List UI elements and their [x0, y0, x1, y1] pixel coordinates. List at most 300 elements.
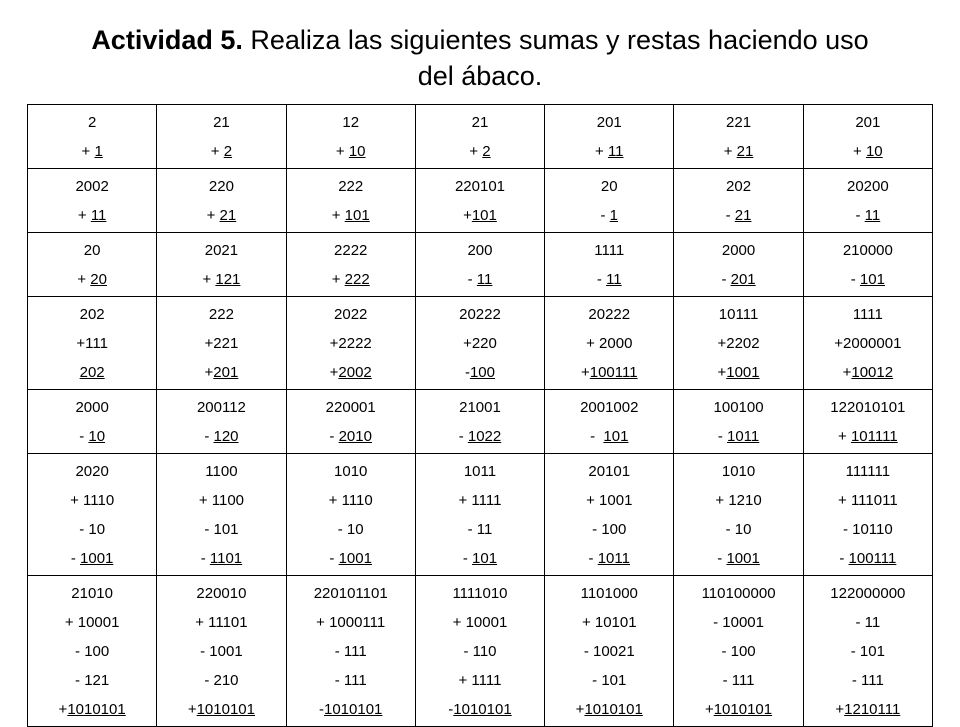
operation-prefix: 20222 [459, 306, 501, 323]
operation-line [32, 637, 152, 666]
exercise-cell [157, 105, 286, 169]
underlined-operand: 10 [348, 143, 366, 160]
exercise-cell [286, 576, 415, 727]
operation-prefix: 1111 [852, 306, 883, 323]
underlined-operand: 11 [606, 271, 622, 288]
operation-prefix: - [717, 550, 727, 567]
operation-line [549, 608, 669, 637]
operation-prefix: - 100 [592, 521, 627, 538]
underlined-operand: 11 [864, 207, 881, 224]
operation-line [32, 137, 152, 166]
operation-line [291, 329, 411, 358]
operation-line [678, 457, 798, 486]
exercise-cell [803, 169, 932, 233]
operation-line [32, 236, 152, 265]
operation-prefix: + [187, 701, 197, 718]
operation-line [549, 108, 669, 137]
underlined-operand: 121 [215, 271, 241, 288]
operation-line [549, 422, 669, 451]
operation-line [549, 358, 669, 387]
operation-line [291, 300, 411, 329]
operation-line [32, 172, 152, 201]
operation-prefix: + [202, 271, 216, 288]
operation-prefix: 201 [855, 114, 881, 131]
underlined-operand: 100111 [848, 550, 897, 567]
operation-line [808, 358, 928, 387]
operation-prefix: - [319, 701, 324, 718]
underlined-operand: 1001 [338, 550, 372, 567]
operation-prefix: - 10001 [713, 614, 764, 631]
operation-line [291, 358, 411, 387]
operation-prefix: + [210, 143, 224, 160]
operation-prefix: + [595, 143, 608, 160]
operation-line [32, 515, 152, 544]
operation-line [678, 422, 798, 451]
operation-line [161, 236, 281, 265]
operation-prefix: + 1000111 [316, 614, 386, 631]
operation-line [161, 486, 281, 515]
operation-prefix: + [329, 364, 339, 381]
operation-prefix: 2020 [75, 463, 109, 480]
operation-prefix: + 1100 [198, 492, 245, 509]
operation-prefix: 2000 [721, 242, 756, 259]
operation-line [161, 457, 281, 486]
operation-line [420, 579, 540, 608]
operation-line [291, 637, 411, 666]
operation-prefix: - 11 [467, 521, 493, 538]
operation-line [678, 637, 798, 666]
operation-line [549, 544, 669, 573]
operation-prefix: + [331, 207, 345, 224]
exercise-cell [545, 233, 674, 297]
underlined-operand: 101 [471, 207, 497, 224]
exercise-cell [674, 454, 803, 576]
operation-line [549, 137, 669, 166]
underlined-operand: 1010101 [67, 701, 126, 718]
operation-line [420, 457, 540, 486]
underlined-operand: 100 [469, 364, 495, 381]
operation-prefix: - 101 [204, 521, 239, 538]
exercise-cell [28, 233, 157, 297]
operation-line [808, 329, 928, 358]
operation-line [549, 329, 669, 358]
operation-prefix: 111111 [845, 463, 891, 480]
operation-line [549, 579, 669, 608]
operation-line [808, 137, 928, 166]
underlined-operand: 10 [865, 143, 883, 160]
operation-prefix: 210000 [842, 242, 893, 259]
operation-line [808, 637, 928, 666]
operation-prefix: + [335, 143, 349, 160]
operation-line [420, 201, 540, 230]
table-row [28, 169, 933, 233]
exercise-cell [674, 105, 803, 169]
exercise-cell [674, 390, 803, 454]
exercise-cell [803, 297, 932, 390]
operation-line [420, 666, 540, 695]
exercise-cell [157, 576, 286, 727]
operation-prefix: + 1001 [586, 492, 633, 509]
underlined-operand: 120 [213, 428, 239, 445]
operation-prefix: + 1210 [715, 492, 762, 509]
operation-line [291, 108, 411, 137]
operation-line [420, 236, 540, 265]
operation-line [291, 579, 411, 608]
operation-line [32, 422, 152, 451]
operation-prefix: - 10 [79, 521, 106, 538]
operation-prefix: 20 [83, 242, 101, 259]
underlined-operand: 101 [859, 271, 885, 288]
operation-prefix: 12 [342, 114, 360, 131]
underlined-operand: 1210111 [844, 701, 901, 718]
underlined-operand: 21 [734, 207, 752, 224]
operation-prefix: 1010 [334, 463, 368, 480]
underlined-operand: 1001 [80, 550, 114, 567]
underlined-operand: 21 [736, 143, 754, 160]
operation-line [808, 544, 928, 573]
operation-line [291, 544, 411, 573]
operation-prefix: 20101 [588, 463, 631, 480]
operation-line [420, 486, 540, 515]
operation-prefix: + [838, 428, 851, 445]
exercise-cell [28, 105, 157, 169]
operation-prefix: 1101000 [580, 585, 638, 602]
operation-line [291, 137, 411, 166]
underlined-operand: 1 [94, 143, 103, 160]
operation-prefix: +2222 [329, 335, 372, 352]
exercise-cell [415, 454, 544, 576]
operation-line [32, 486, 152, 515]
exercise-cell [286, 390, 415, 454]
operation-line [161, 108, 281, 137]
operation-prefix: 2002 [75, 178, 109, 195]
operation-prefix: 220101 [454, 178, 506, 195]
operation-line [161, 637, 281, 666]
underlined-operand: 1011 [727, 428, 760, 445]
exercise-cell [157, 390, 286, 454]
operation-prefix: + [723, 143, 737, 160]
operation-line [549, 666, 669, 695]
operation-prefix: + [206, 207, 220, 224]
underlined-operand: 11 [476, 271, 493, 288]
operation-prefix: 2022 [334, 306, 368, 323]
operation-prefix: 2021 [204, 242, 239, 259]
operation-prefix: - 10021 [583, 643, 635, 660]
underlined-operand: 21 [219, 207, 237, 224]
operation-prefix: 21010 [71, 585, 113, 602]
operation-prefix: 21 [213, 114, 230, 131]
operation-prefix: - 121 [75, 672, 110, 689]
exercise-cell [286, 297, 415, 390]
operation-prefix: - 111 [334, 643, 367, 660]
operation-prefix: - [850, 271, 860, 288]
operation-prefix: - [596, 271, 607, 288]
operation-prefix: - [600, 207, 610, 224]
underlined-operand: 1001 [726, 550, 760, 567]
operation-prefix: - [721, 271, 731, 288]
operation-prefix: - [200, 550, 210, 567]
operation-line [420, 329, 540, 358]
operation-line [549, 300, 669, 329]
operation-line [161, 393, 281, 422]
operation-prefix: + 1110 [328, 492, 373, 509]
operation-line [420, 422, 540, 451]
operation-prefix: - [458, 428, 468, 445]
underlined-operand: 1010101 [453, 701, 512, 718]
operation-line [161, 358, 281, 387]
operation-line [161, 201, 281, 230]
operation-prefix: + [704, 701, 714, 718]
operation-line [420, 544, 540, 573]
operation-prefix: - [725, 207, 735, 224]
operation-line [420, 358, 540, 387]
operation-prefix: +111 [76, 335, 108, 352]
underlined-operand: 222 [344, 271, 370, 288]
operation-prefix: - [462, 550, 473, 567]
operation-prefix: 21 [471, 114, 489, 131]
operation-line [420, 637, 540, 666]
exercise-cell [545, 390, 674, 454]
operation-prefix: - [590, 428, 604, 445]
operation-line [161, 329, 281, 358]
operation-line [808, 515, 928, 544]
table-row [28, 297, 933, 390]
operation-prefix: + 1110 [70, 492, 115, 509]
operation-line [808, 608, 928, 637]
operation-prefix: + 1111 [458, 492, 502, 509]
underlined-operand: 101111 [850, 428, 898, 445]
exercise-cell [28, 169, 157, 233]
operation-prefix: - 110 [463, 643, 497, 660]
exercise-cell [415, 105, 544, 169]
operation-prefix: 1011 [463, 463, 497, 480]
underlined-operand: 20 [90, 271, 107, 288]
operation-line [32, 329, 152, 358]
operation-prefix: - [839, 550, 849, 567]
operation-line [32, 608, 152, 637]
operation-prefix: 221 [726, 114, 752, 131]
operation-line [32, 201, 152, 230]
operation-line [291, 236, 411, 265]
operation-line [678, 300, 798, 329]
underlined-operand: 1010101 [584, 701, 643, 718]
title-line2: del ábaco. [417, 61, 543, 91]
operation-line [420, 300, 540, 329]
title-text: Realiza las siguientes sumas y restas haciendo uso [242, 25, 869, 55]
operation-prefix: 110100000 [701, 585, 776, 602]
underlined-operand: 1011 [597, 550, 630, 567]
operation-line [161, 579, 281, 608]
operation-line [808, 172, 928, 201]
operation-prefix: - 111 [722, 672, 755, 689]
operation-prefix: +221 [204, 335, 239, 352]
table-row [28, 390, 933, 454]
operation-prefix: + [463, 207, 472, 224]
exercise-cell [674, 169, 803, 233]
operation-line [549, 457, 669, 486]
operation-line [32, 579, 152, 608]
operation-line [549, 515, 669, 544]
operation-line [549, 637, 669, 666]
operation-prefix: 1010 [721, 463, 756, 480]
operation-prefix: 2 [87, 114, 97, 131]
operation-line [678, 201, 798, 230]
operation-line [808, 666, 928, 695]
underlined-operand: 2 [223, 143, 233, 160]
operation-prefix: 122010101 [830, 399, 906, 416]
operation-line [291, 172, 411, 201]
operation-line [32, 544, 152, 573]
operation-line [808, 201, 928, 230]
operation-prefix: 1100 [205, 463, 238, 480]
operation-line [32, 358, 152, 387]
operation-line [808, 108, 928, 137]
operation-prefix: 222 [338, 178, 364, 195]
operation-line [678, 579, 798, 608]
operation-line [291, 201, 411, 230]
operation-prefix: - 10 [725, 521, 752, 538]
operation-prefix: 100100 [713, 399, 764, 416]
exercise-cell [674, 297, 803, 390]
operation-prefix: - 101 [592, 672, 627, 689]
operation-prefix: + [77, 207, 91, 224]
operation-line [678, 666, 798, 695]
operation-line [549, 265, 669, 294]
operation-line [161, 608, 281, 637]
exercise-cell [28, 297, 157, 390]
operation-line [291, 422, 411, 451]
operation-line [808, 393, 928, 422]
operation-line [549, 236, 669, 265]
operation-prefix: + [580, 364, 590, 381]
operation-prefix: - 210 [204, 672, 239, 689]
exercise-cell [157, 454, 286, 576]
title-bold: Actividad 5. [91, 25, 243, 55]
operation-prefix: 200 [467, 242, 493, 259]
operation-prefix: 2001002 [580, 399, 639, 416]
operation-prefix: - 10 [337, 521, 364, 538]
operation-prefix: - 100 [721, 643, 756, 660]
operation-line [808, 457, 928, 486]
operation-prefix: 1111010 [452, 585, 508, 602]
underlined-operand: 101 [344, 207, 370, 224]
operation-prefix: 220 [208, 178, 234, 195]
operation-line [32, 393, 152, 422]
operation-prefix: +2202 [717, 335, 760, 352]
exercise-cell [286, 169, 415, 233]
operation-line [32, 457, 152, 486]
operation-prefix: + 2000 [586, 335, 633, 352]
operation-prefix: - 11 [855, 614, 881, 631]
operation-prefix: 201 [596, 114, 622, 131]
exercise-cell [803, 233, 932, 297]
operation-prefix: 202 [79, 306, 105, 323]
operation-prefix: - [79, 428, 89, 445]
underlined-operand: 1 [609, 207, 619, 224]
operation-line [549, 393, 669, 422]
operation-line [678, 329, 798, 358]
exercise-cell [803, 105, 932, 169]
operation-line [678, 515, 798, 544]
operation-line [678, 358, 798, 387]
operation-prefix: 202 [726, 178, 752, 195]
operation-line [808, 422, 928, 451]
operation-line [32, 108, 152, 137]
operation-prefix: 10111 [718, 306, 759, 323]
operation-prefix: - [588, 550, 598, 567]
operation-prefix: - 100 [75, 643, 110, 660]
exercise-cell [545, 105, 674, 169]
operation-prefix: +220 [463, 335, 497, 352]
operation-line [678, 265, 798, 294]
operation-prefix: 1111 [594, 242, 625, 259]
table-row [28, 576, 933, 727]
operation-prefix: - 111 [334, 672, 367, 689]
operation-prefix: 20222 [588, 306, 631, 323]
operation-prefix: + [842, 364, 852, 381]
operation-line [678, 236, 798, 265]
operation-prefix: + [853, 143, 866, 160]
exercise-cell [286, 233, 415, 297]
operation-prefix: + [77, 271, 91, 288]
operation-line [291, 515, 411, 544]
operation-line [808, 236, 928, 265]
operation-line [161, 172, 281, 201]
exercise-cell [803, 454, 932, 576]
exercise-cell [803, 390, 932, 454]
operation-line [291, 486, 411, 515]
operation-line [161, 422, 281, 451]
operation-line [420, 393, 540, 422]
operation-line [420, 137, 540, 166]
underlined-operand: 201 [213, 364, 239, 381]
exercise-cell [415, 297, 544, 390]
operation-line [549, 201, 669, 230]
operation-prefix: 2222 [334, 242, 368, 259]
operation-prefix: - [204, 428, 214, 445]
operation-prefix: + 10101 [581, 614, 637, 631]
exercise-cell [415, 233, 544, 297]
operation-prefix: - [855, 207, 865, 224]
underlined-operand: 2 [482, 143, 491, 160]
underlined-operand: 1001 [726, 364, 760, 381]
operation-prefix: 2000 [75, 399, 109, 416]
operation-prefix: + [331, 271, 345, 288]
operation-prefix: 20 [600, 178, 618, 195]
underlined-operand: 10012 [851, 364, 894, 381]
operation-line [678, 486, 798, 515]
operation-line [420, 515, 540, 544]
operation-prefix: 220010 [196, 585, 247, 602]
operation-prefix: - [464, 364, 470, 381]
operation-line [678, 137, 798, 166]
exercise-cell [286, 105, 415, 169]
operation-prefix: 21001 [459, 399, 501, 416]
operation-prefix: + 10001 [64, 614, 120, 631]
underlined-operand: 101 [603, 428, 629, 445]
operation-line [549, 486, 669, 515]
exercise-cell [545, 576, 674, 727]
exercise-cell [545, 297, 674, 390]
operation-prefix: 200112 [196, 399, 246, 416]
operation-prefix: + 111011 [838, 492, 898, 509]
operation-line [291, 608, 411, 637]
exercise-cell [545, 454, 674, 576]
exercise-table [27, 104, 933, 727]
operation-line [420, 265, 540, 294]
operation-prefix: + [204, 364, 214, 381]
operation-line [420, 108, 540, 137]
